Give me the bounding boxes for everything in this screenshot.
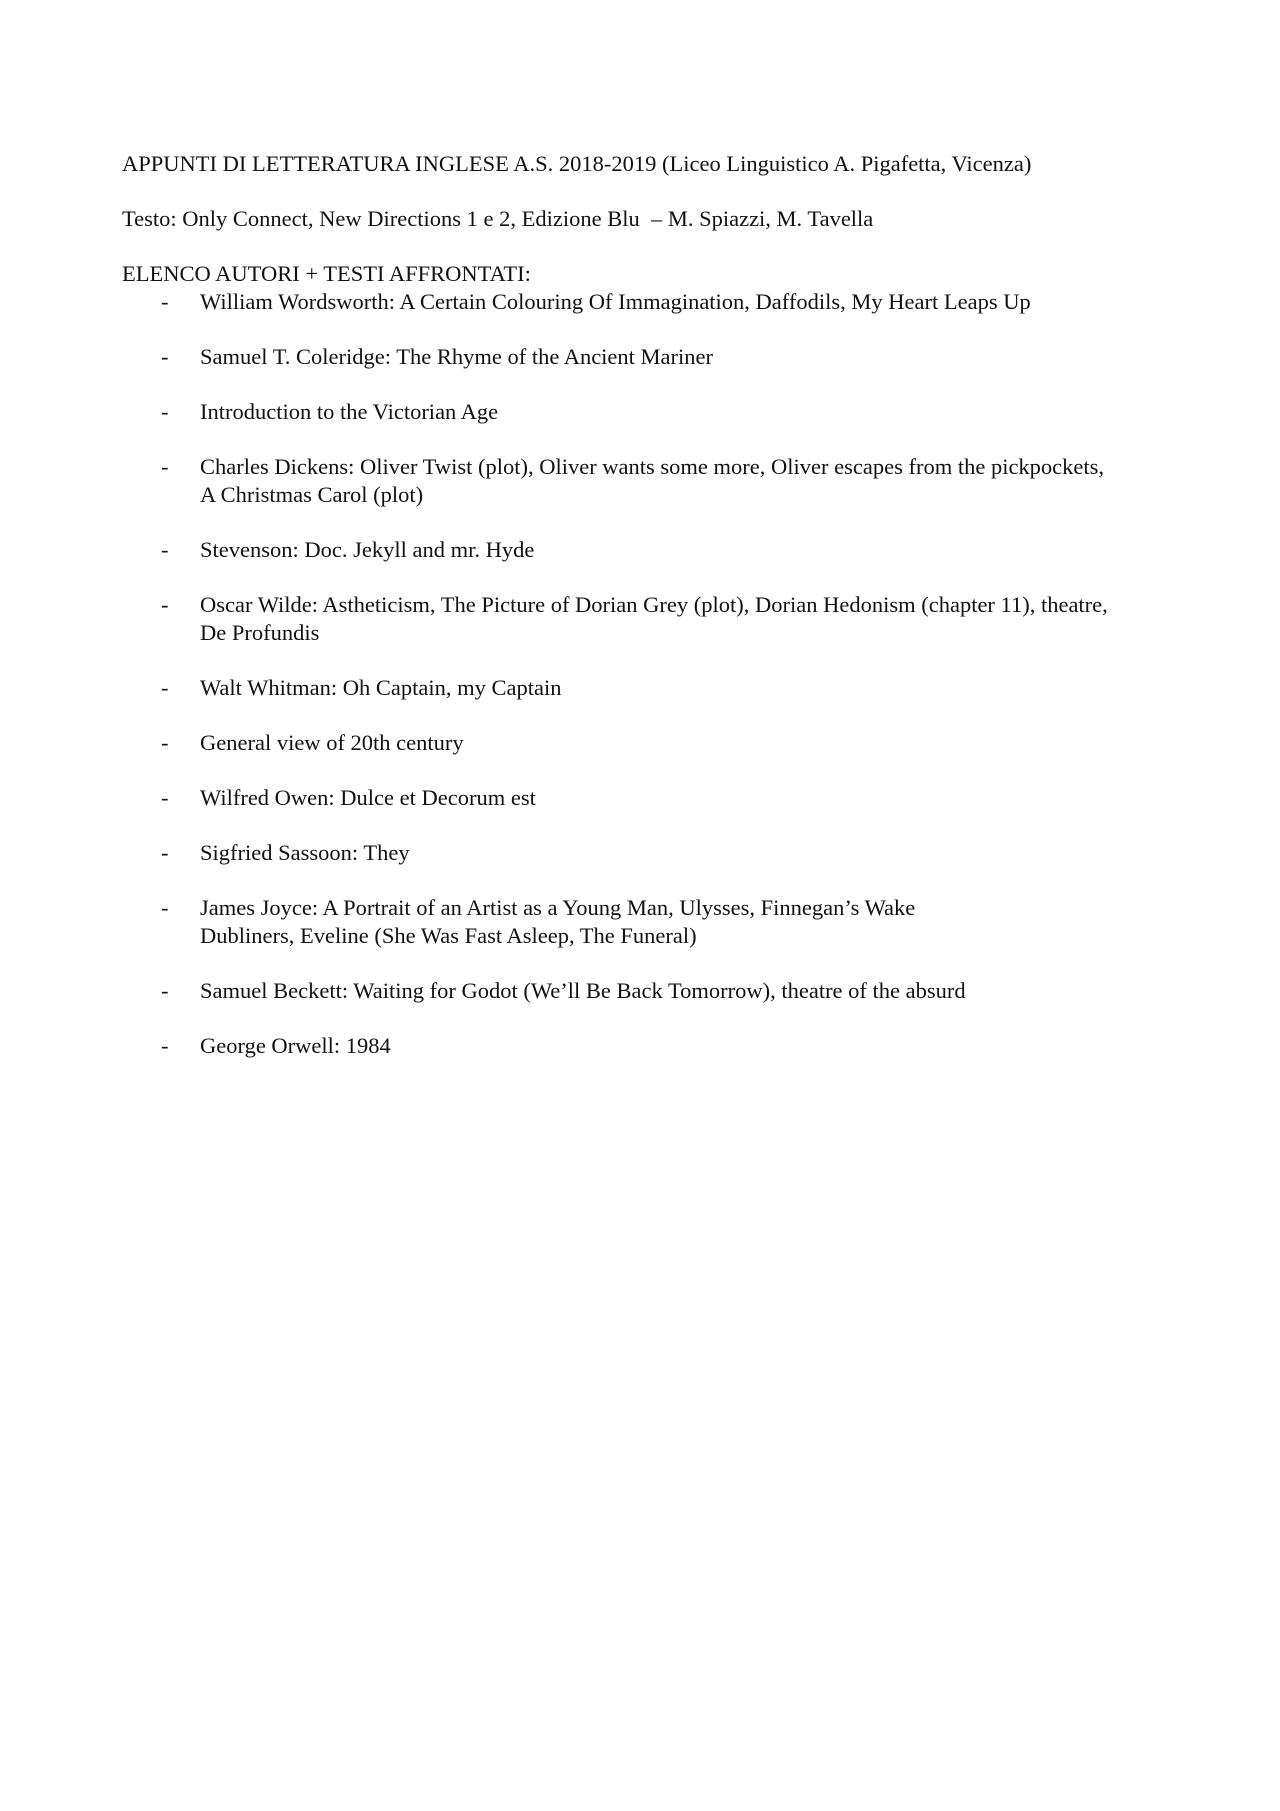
list-item-text: Wilfred Owen: Dulce et Decorum est: [200, 785, 536, 810]
list-bullet: -: [161, 895, 169, 920]
list-item-text: Stevenson: Doc. Jekyll and mr. Hyde: [200, 537, 535, 562]
list-item-text: General view of 20th century: [200, 730, 464, 755]
list-bullet: -: [161, 399, 169, 424]
list-item-text: Dubliners, Eveline (She Was Fast Asleep, The Funeral): [200, 923, 697, 948]
list-item: [122, 453, 1182, 509]
list-item-text: William Wordsworth: A Certain Colouring Of Immagination, Daffodils, My Heart Leaps Up: [200, 289, 1031, 314]
list-item: [122, 894, 1182, 950]
list-bullet: -: [161, 840, 169, 865]
document-body: [122, 150, 1182, 1087]
list-bullet: -: [161, 978, 169, 1003]
list-item-text: Walt Whitman: Oh Captain, my Captain: [200, 675, 562, 700]
list-item: [122, 839, 1182, 867]
list-item: [122, 977, 1182, 1005]
textbook-reference: Testo: Only Connect, New Directions 1 e 2, Edizione Blu – M. Spiazzi, M. Tavella: [122, 206, 874, 231]
list-heading: ELENCO AUTORI + TESTI AFFRONTATI:: [122, 261, 531, 286]
document-title: APPUNTI DI LETTERATURA INGLESE A.S. 2018-2019 (Liceo Linguistico A. Pigafetta, Vicenza): [122, 151, 1032, 176]
list-item: [122, 343, 1182, 371]
list-item: [122, 288, 1182, 316]
list-item: [122, 674, 1182, 702]
list-item: [122, 398, 1182, 426]
list-item-text: Samuel Beckett: Waiting for Godot (We’ll Be Back Tomorrow), theatre of the absurd: [200, 978, 966, 1003]
list-item-text: Oscar Wilde: Astheticism, The Picture of Dorian Grey (plot), Dorian Hedonism (chapter 11), theatre,: [200, 592, 1108, 617]
list-item-text: Introduction to the Victorian Age: [200, 399, 499, 424]
list-item-text: Samuel T. Coleridge: The Rhyme of the Ancient Mariner: [200, 344, 714, 369]
list-item-text: James Joyce: A Portrait of an Artist as a Young Man, Ulysses, Finnegan’s Wake: [200, 895, 916, 920]
list-item-text: George Orwell: 1984: [200, 1033, 391, 1058]
list-item-text: Sigfried Sassoon: They: [200, 840, 410, 865]
list-item: [122, 591, 1182, 647]
list-item-text: A Christmas Carol (plot): [200, 482, 424, 507]
author-list: [122, 288, 1182, 1060]
list-bullet: -: [161, 1033, 169, 1058]
list-bullet: -: [161, 730, 169, 755]
list-item: [122, 1032, 1182, 1060]
list-item: [122, 784, 1182, 812]
list-bullet: -: [161, 675, 169, 700]
list-bullet: -: [161, 289, 169, 314]
list-bullet: -: [161, 454, 169, 479]
list-bullet: -: [161, 344, 169, 369]
list-bullet: -: [161, 592, 169, 617]
list-bullet: -: [161, 785, 169, 810]
list-item: [122, 729, 1182, 757]
list-bullet: -: [161, 537, 169, 562]
list-item: [122, 536, 1182, 564]
list-item-text: Charles Dickens: Oliver Twist (plot), Oliver wants some more, Oliver escapes from the pickpockets,: [200, 454, 1105, 479]
list-item-text: De Profundis: [200, 620, 320, 645]
